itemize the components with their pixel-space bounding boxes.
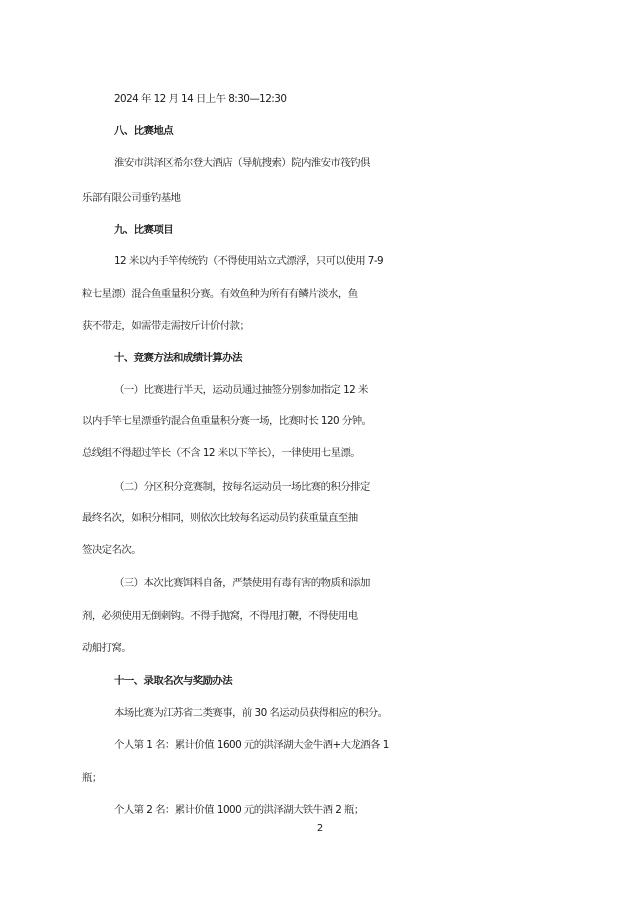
method-2-line-3: 签决定名次。 (82, 544, 142, 556)
award-2nd-line: 个人第 2 名：累计价值 1000 元的洪泽湖大铁牛酒 2 瓶； (114, 804, 364, 816)
method-3-line-1: （三）本次比赛饵料自备，严禁使用有毒有害的物质和添加 (114, 577, 370, 589)
time-line: 2024 年 12 月 14 日上午 8:30—12:30 (114, 93, 287, 105)
method-2-line-1: （二）分区积分竞赛制，按每名运动员一场比赛的积分排定 (114, 481, 370, 493)
award-1st-line-2: 瓶； (82, 772, 102, 784)
section-8-heading: 八、比赛地点 (114, 125, 174, 137)
method-2-line-2: 最终名次，如积分相同，则依次比较每名运动员钓获重量直至抽 (82, 512, 358, 524)
section-9-heading: 九、比赛项目 (114, 224, 174, 236)
award-intro-line: 本场比赛为江苏省二类赛事，前 30 名运动员获得相应的积分。 (114, 707, 388, 719)
method-3-line-2: 剂，必须使用无倒刺钩。不得手抛窝，不得甩打鞭，不得使用电 (82, 610, 358, 622)
event-line-3: 获不带走，如需带走需按斤计价付款； (82, 320, 250, 332)
section-11-heading: 十一、录取名次与奖励办法 (114, 675, 233, 687)
event-line-2: 粒七星漂）混合鱼重量积分赛。有效鱼种为所有有鳞片淡水，鱼 (82, 288, 358, 300)
method-1-line-1: （一）比赛进行半天，运动员通过抽签分别参加指定 12 米 (114, 384, 368, 396)
award-1st-line-1: 个人第 1 名：累计价值 1600 元的洪泽湖大金牛酒+大龙酒各 1 (114, 739, 389, 751)
section-10-heading: 十、竞赛方法和成绩计算办法 (114, 352, 242, 364)
method-3-line-3: 动船打窝。 (82, 642, 132, 654)
venue-line-1: 淮安市洪泽区希尔登大酒店（导航搜索）院内淮安市筏钓俱 (114, 157, 370, 169)
method-1-line-3: 总线组不得超过竿长（不含 12 米以下竿长），一律使用七星漂。 (82, 447, 361, 459)
venue-line-2: 乐部有限公司垂钓基地 (82, 192, 181, 204)
method-1-line-2: 以内手竿七星漂垂钓混合鱼重量积分赛一场，比赛时长 120 分钟。 (82, 415, 372, 427)
event-line-1: 12 米以内手竿传统钓（不得使用站立式漂浮，只可以使用 7-9 (114, 255, 384, 267)
page-number: 2 (316, 823, 324, 834)
